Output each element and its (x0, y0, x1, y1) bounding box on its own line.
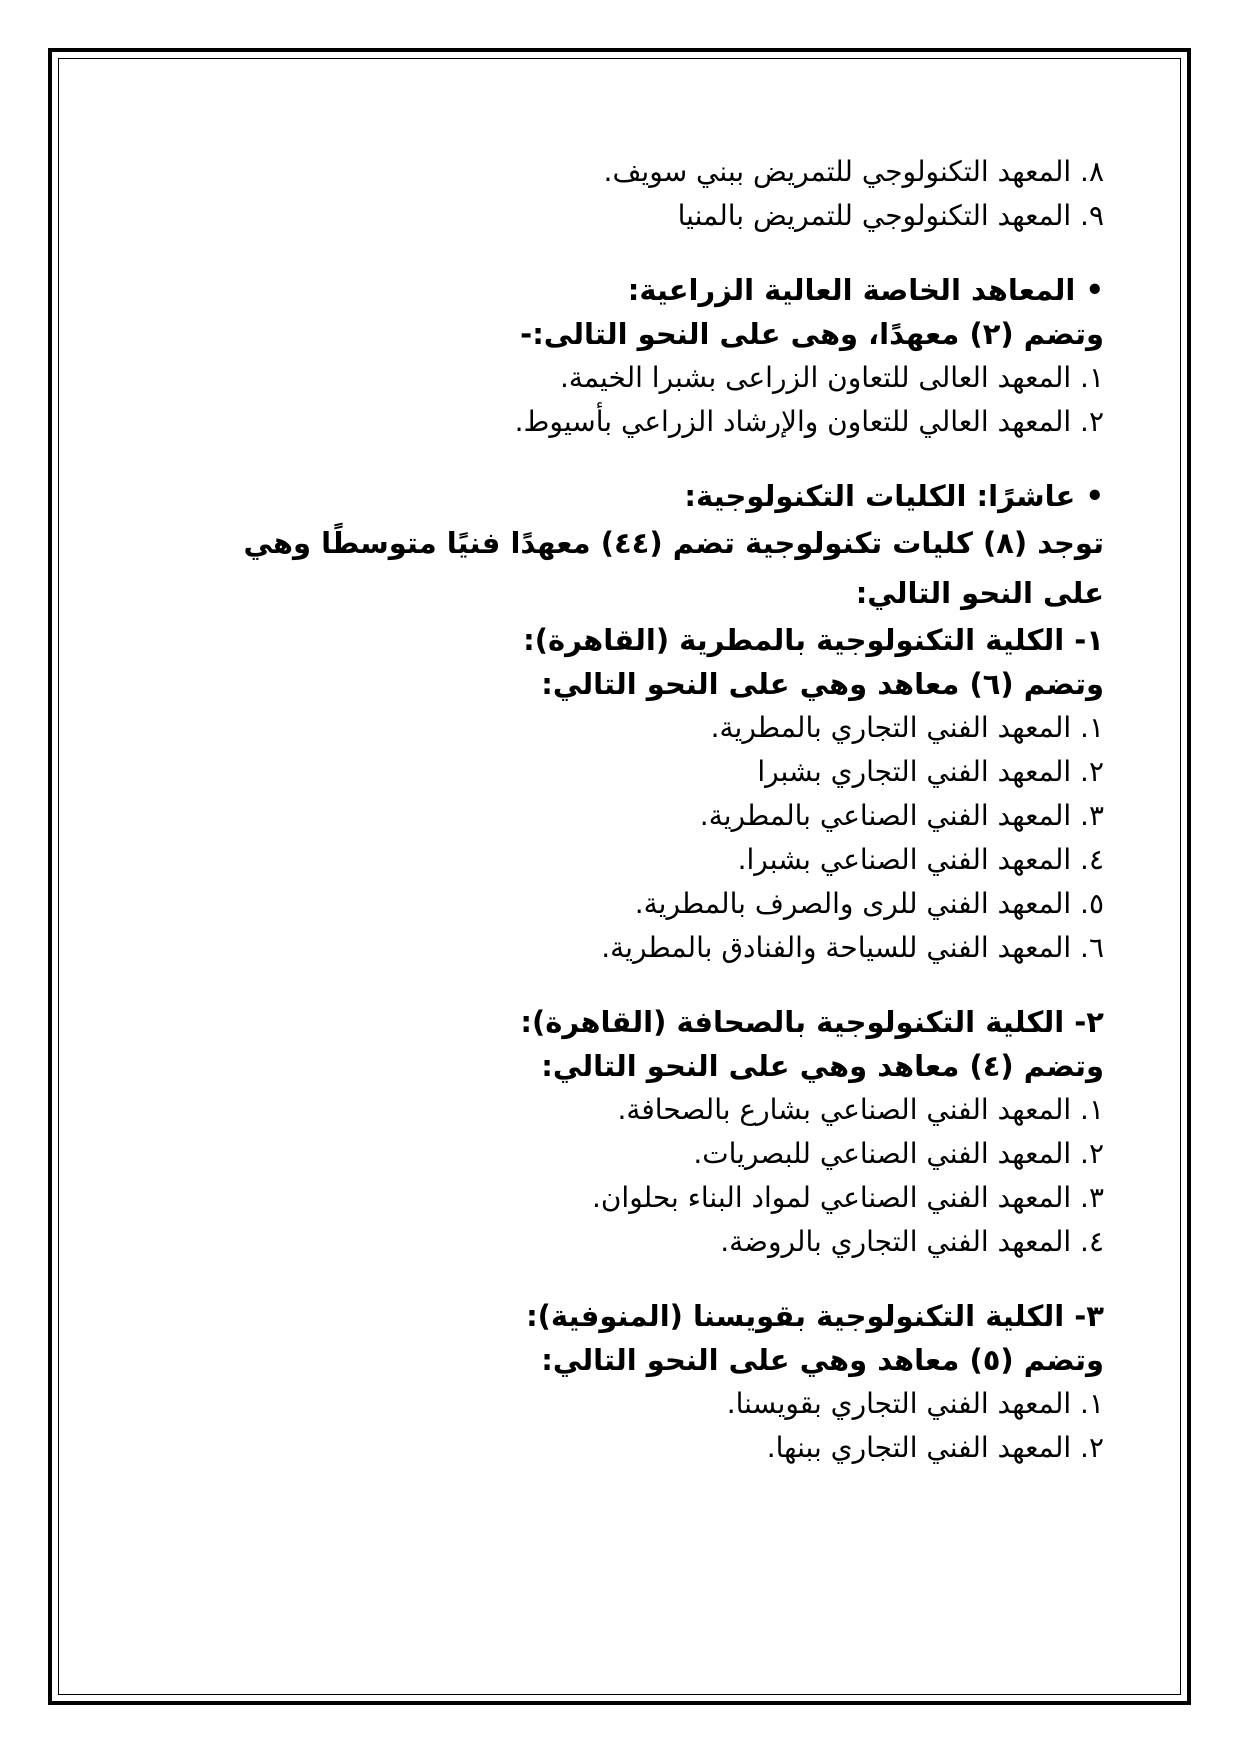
list-item: ٢. المعهد الفني الصناعي للبصريات. (693, 1137, 1104, 1170)
college-subheading: وتضم (٥) معاهد وهي على النحو التالي: (541, 1343, 1104, 1377)
list-item: ٥. المعهد الفني للرى والصرف بالمطرية. (634, 887, 1104, 920)
list-item: ٦. المعهد الفني للسياحة والفنادق بالمطرية. (601, 931, 1104, 964)
list-item: ٨. المعهد التكنولوجي للتمريض ببني سويف. (603, 155, 1104, 188)
list-item: ٢. المعهد الفني التجاري بشبرا (757, 755, 1104, 788)
college-heading-matareya: ١- الكلية التكنولوجية بالمطرية (القاهرة): (523, 623, 1104, 657)
college-subheading: وتضم (٤) معاهد وهي على النحو التالي: (541, 1049, 1104, 1083)
list-item: ٣. المعهد الفني الصناعي بالمطرية. (699, 799, 1104, 832)
list-item: ١. المعهد الفني التجاري بقويسنا. (726, 1387, 1104, 1420)
spacer (194, 238, 1104, 268)
document-body (194, 150, 1104, 1470)
list-item: ١. المعهد الفني الصناعي بشارع بالصحافة. (617, 1093, 1104, 1126)
section-heading-agricultural-institutes: • المعاهد الخاصة العالية الزراعية: (627, 273, 1104, 307)
list-item: ٩. المعهد التكنولوجي للتمريض بالمنيا (677, 199, 1104, 232)
list-item: ١. المعهد الفني التجاري بالمطرية. (710, 711, 1104, 744)
spacer (194, 970, 1104, 1000)
spacer (194, 444, 1104, 474)
list-item: ٢. المعهد العالي للتعاون والإرشاد الزراعي بأسيوط. (514, 405, 1104, 438)
list-item: ٣. المعهد الفني الصناعي لمواد البناء بحلوان. (591, 1181, 1104, 1214)
college-subheading: وتضم (٦) معاهد وهي على النحو التالي: (541, 667, 1104, 701)
spacer (194, 1264, 1104, 1294)
section-intro: توجد (٨) كليات تكنولوجية تضم (٤٤) معهدًا فنيًا متوسطًا وهي على النحو التالي: (243, 526, 1104, 610)
list-item: ٤. المعهد الفني التجاري بالروضة. (720, 1225, 1104, 1258)
list-item: ٤. المعهد الفني الصناعي بشبرا. (737, 843, 1104, 876)
college-heading-sahafa: ٢- الكلية التكنولوجية بالصحافة (القاهرة): (520, 1005, 1104, 1039)
list-item: ٢. المعهد الفني التجاري ببنها. (766, 1431, 1104, 1464)
college-heading-quesna: ٣- الكلية التكنولوجية بقويسنا (المنوفية): (526, 1299, 1104, 1333)
section-subheading: وتضم (٢) معهدًا، وهى على النحو التالى:- (520, 317, 1104, 351)
list-item: ١. المعهد العالى للتعاون الزراعى بشبرا الخيمة. (559, 361, 1104, 394)
section-heading-technological-colleges: • عاشرًا: الكليات التكنولوجية: (684, 479, 1104, 513)
